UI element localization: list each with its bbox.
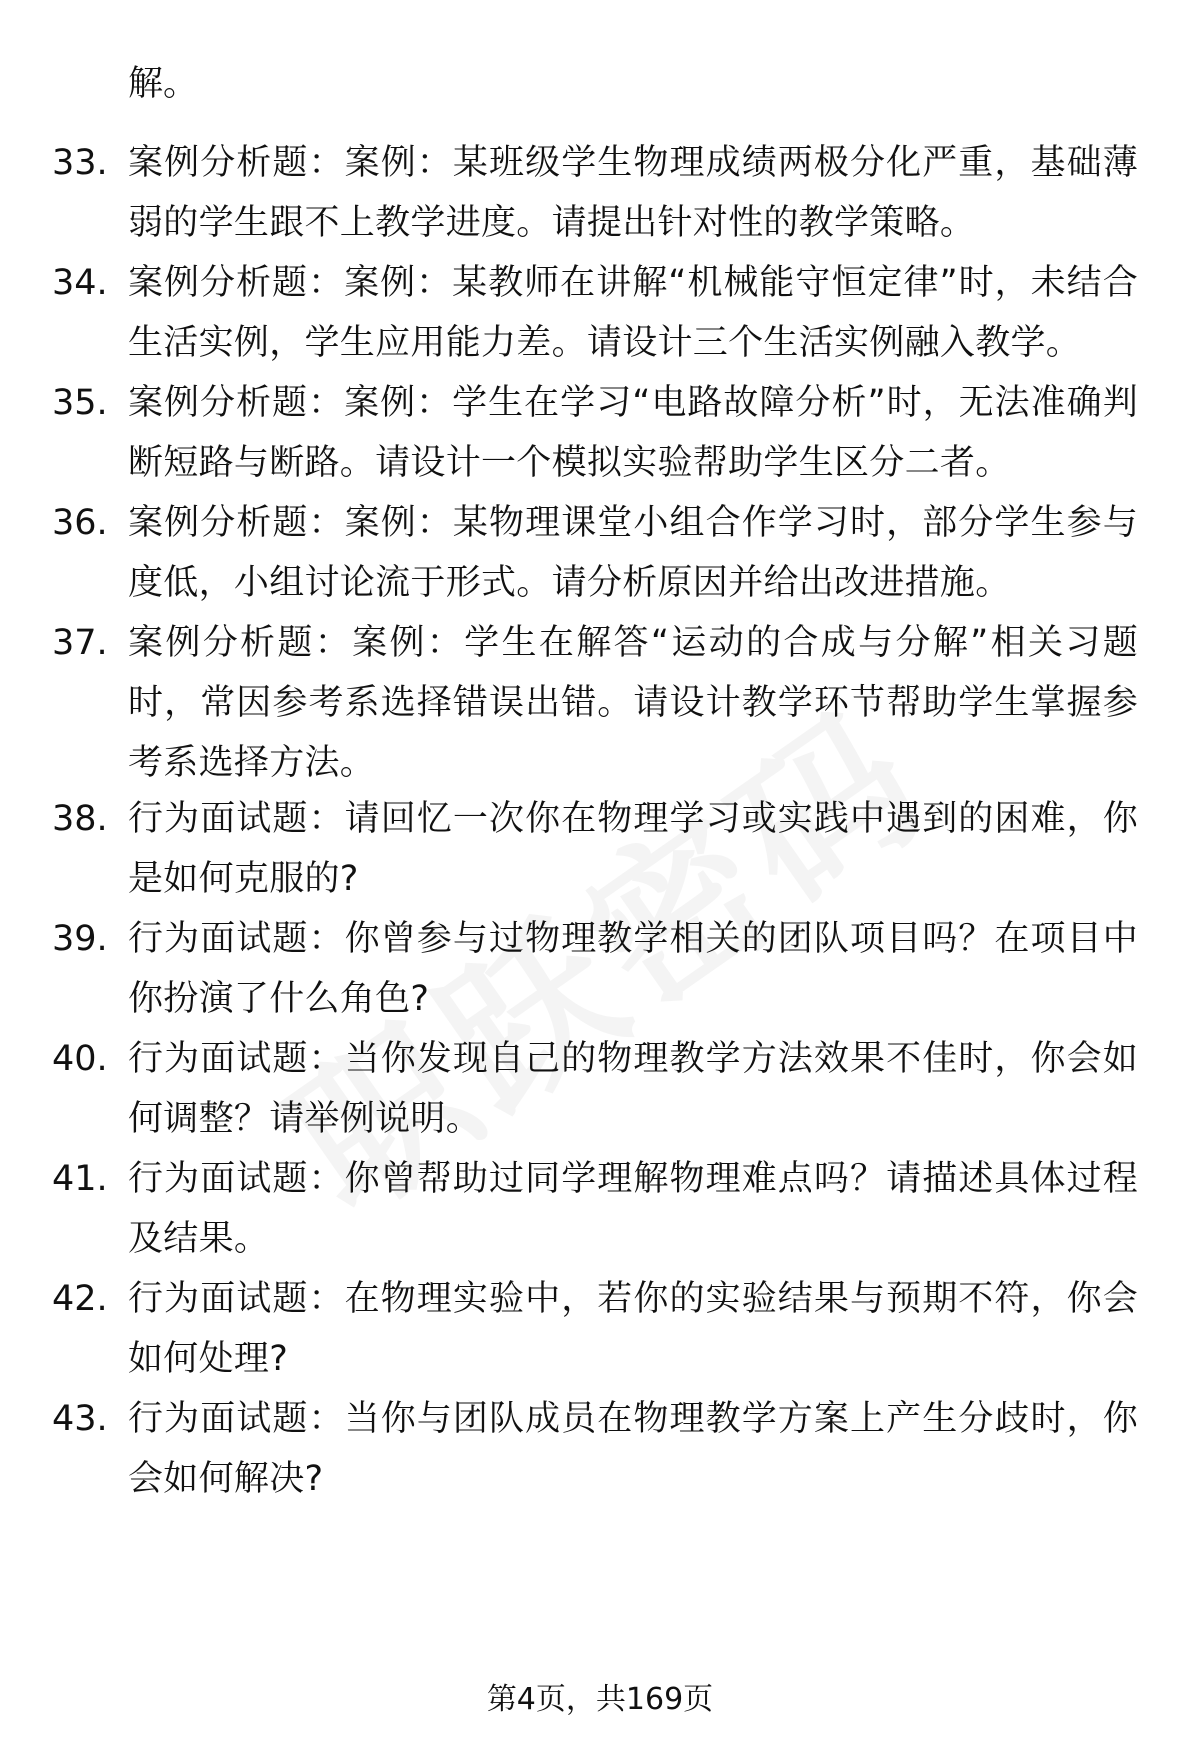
question-text: 案例分析题：案例：学生在解答“运动的合成与分解”相关习题时，常因参考系选择错误出错。请设计教学环节帮助学生掌握参考系选择方法。 [128, 623, 1138, 783]
question-number: 41. [52, 1159, 108, 1199]
question-text: 案例分析题：案例：某班级学生物理成绩两极分化严重，基础薄弱的学生跟不上教学进度。请提出针对性的教学策略。 [128, 143, 1138, 243]
question-number: 35. [52, 383, 108, 423]
question-number: 39. [52, 919, 108, 959]
question-text: 行为面试题：在物理实验中，若你的实验结果与预期不符，你会如何处理? [128, 1279, 1138, 1379]
question-number: 33. [52, 143, 108, 183]
question-number: 38. [52, 799, 108, 839]
page-footer: 第4页，共169页 [486, 1682, 714, 1717]
question-text: 行为面试题：请回忆一次你在物理学习或实践中遇到的困难，你是如何克服的? [128, 799, 1138, 899]
question-number: 42. [52, 1279, 108, 1319]
question-text: 案例分析题：案例：某教师在讲解“机械能守恒定律”时，未结合生活实例，学生应用能力差。请设计三个生活实例融入教学。 [128, 263, 1138, 363]
question-text: 行为面试题：当你发现自己的物理教学方法效果不佳时，你会如何调整？请举例说明。 [128, 1039, 1138, 1139]
question-number: 43. [52, 1399, 108, 1439]
question-number: 36. [52, 503, 108, 543]
question-text: 案例分析题：案例：学生在学习“电路故障分析”时，无法准确判断短路与断路。请设计一个模拟实验帮助学生区分二者。 [128, 383, 1138, 483]
question-number: 34. [52, 263, 108, 303]
question-number: 40. [52, 1039, 108, 1079]
continuation-text: 解。 [128, 64, 199, 104]
question-text: 案例分析题：案例：某物理课堂小组合作学习时，部分学生参与度低，小组讨论流于形式。请分析原因并给出改进措施。 [128, 503, 1138, 603]
question-text: 行为面试题：当你与团队成员在物理教学方案上产生分歧时，你会如何解决? [128, 1399, 1138, 1499]
question-text: 行为面试题：你曾帮助过同学理解物理难点吗？请描述具体过程及结果。 [128, 1159, 1138, 1259]
question-number: 37. [52, 623, 108, 663]
question-text: 行为面试题：你曾参与过物理教学相关的团队项目吗？在项目中你扮演了什么角色? [128, 919, 1138, 1019]
